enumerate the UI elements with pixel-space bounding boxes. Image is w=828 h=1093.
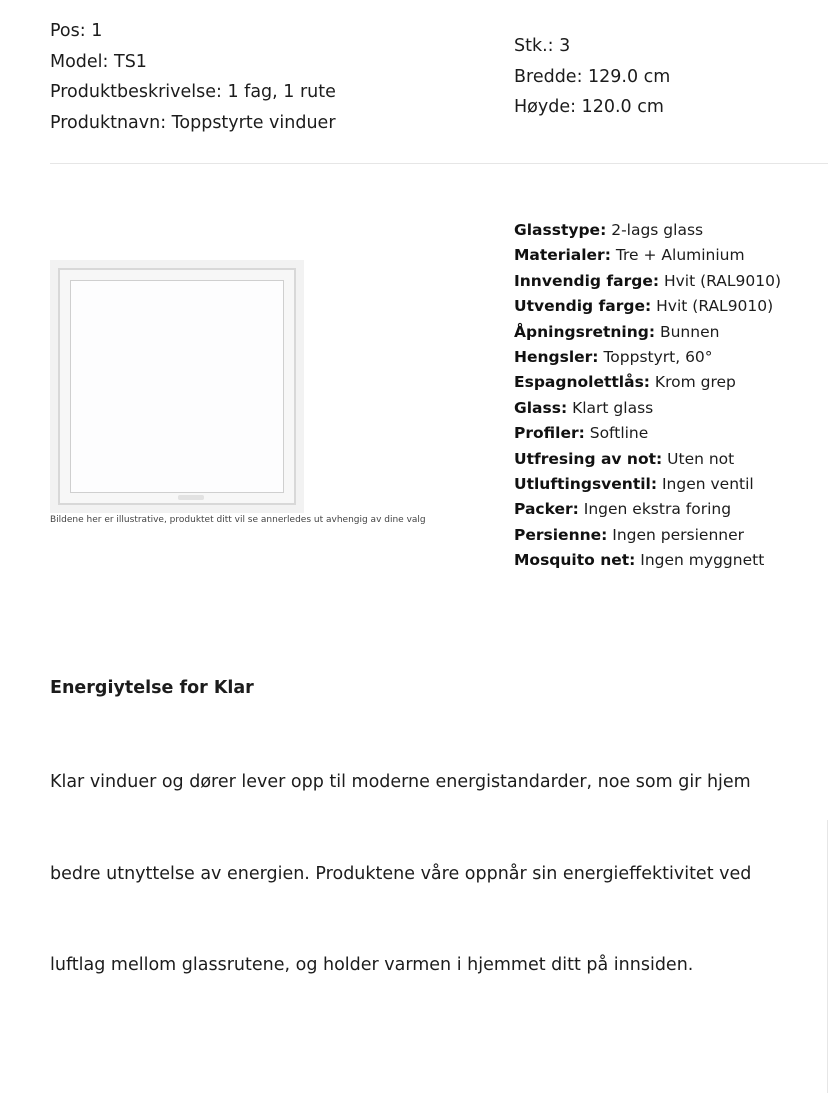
spec-row [514,269,781,294]
spec-label: Hengsler: [514,348,599,367]
spec-row [514,243,781,268]
width: Bredde: 129.0 cm [514,66,671,87]
spec-label: Mosquito net: [514,551,636,570]
window-sash [70,280,284,493]
energy-line: Klar vinduer og dører lever opp til moderne energistandarder, noe som gir hjem [50,772,751,792]
height: Høyde: 120.0 cm [514,97,664,117]
spec-value: Ingen ekstra foring [578,500,732,519]
image-caption: Bildene her er illustrative, produktet ditt vil se annerledes ut avhengig av dine valg [50,515,426,525]
spec-label: Åpningsretning: [514,322,656,341]
model: Model: TS1 [50,51,147,72]
spec-label: Utluftingsventil: [514,475,658,494]
spec-value: Ingen myggnett [635,551,765,570]
spec-row [514,523,781,548]
spec-value: Ingen ventil [657,475,754,494]
product-name: Produktnavn: Toppstyrte vinduer [50,112,336,133]
spec-label: Espagnolettlås: [514,373,650,392]
spec-label: Glasstype: [514,221,607,239]
energy-title: Energiytelse for Klar [50,678,254,698]
energy-line: luftlag mellom glassrutene, og holder varmen i hjemmet ditt på innsiden. [50,955,694,975]
spec-value: Softline [584,424,649,443]
energy-text [50,706,751,1011]
spec-row [514,472,781,497]
spec-value: Hvit (RAL9010) [651,297,774,316]
quantity: Stk.: 3 [514,36,571,56]
window-handle [178,495,204,500]
spec-row [514,396,781,421]
spec-row [514,447,781,472]
window-illustration [50,260,304,513]
spec-label: Glass: [514,398,568,417]
spec-label: Profiler: [514,424,585,443]
spec-value: Ingen persienner [607,525,745,544]
spec-row [514,294,781,319]
spec-value: Toppstyrt, 60° [598,348,713,367]
spec-row [514,320,781,345]
spec-value: Tre + Aluminium [610,246,745,265]
spec-value: 2-lags glass [606,221,704,239]
spec-row [514,497,781,522]
spec-label: Packer: [514,500,579,519]
spec-label: Utfresing av not: [514,449,663,468]
spec-label: Materialer: [514,246,611,265]
spec-row [514,218,781,243]
spec-value: Krom grep [650,373,736,392]
spec-row [514,370,781,395]
spec-value: Klart glass [567,398,654,417]
spec-row [514,345,781,370]
product-info-left [50,16,336,138]
spec-value: Uten not [662,449,735,468]
spec-row [514,421,781,446]
spec-value: Hvit (RAL9010) [659,271,782,290]
spec-label: Innvendig farge: [514,271,660,290]
position: Pos: 1 [50,21,103,41]
divider [50,163,828,164]
spec-row [514,548,781,573]
spec-label: Utvendig farge: [514,297,652,316]
energy-line: bedre utnyttelse av energien. Produktene våre oppnår sin energieffektivitet ved [50,863,752,884]
window-frame [58,268,296,505]
product-info-right [514,31,670,123]
product-description: Produktbeskrivelse: 1 fag, 1 rute [50,82,336,102]
spec-list [514,218,781,574]
spec-label: Persienne: [514,525,608,544]
spec-value: Bunnen [655,322,720,341]
